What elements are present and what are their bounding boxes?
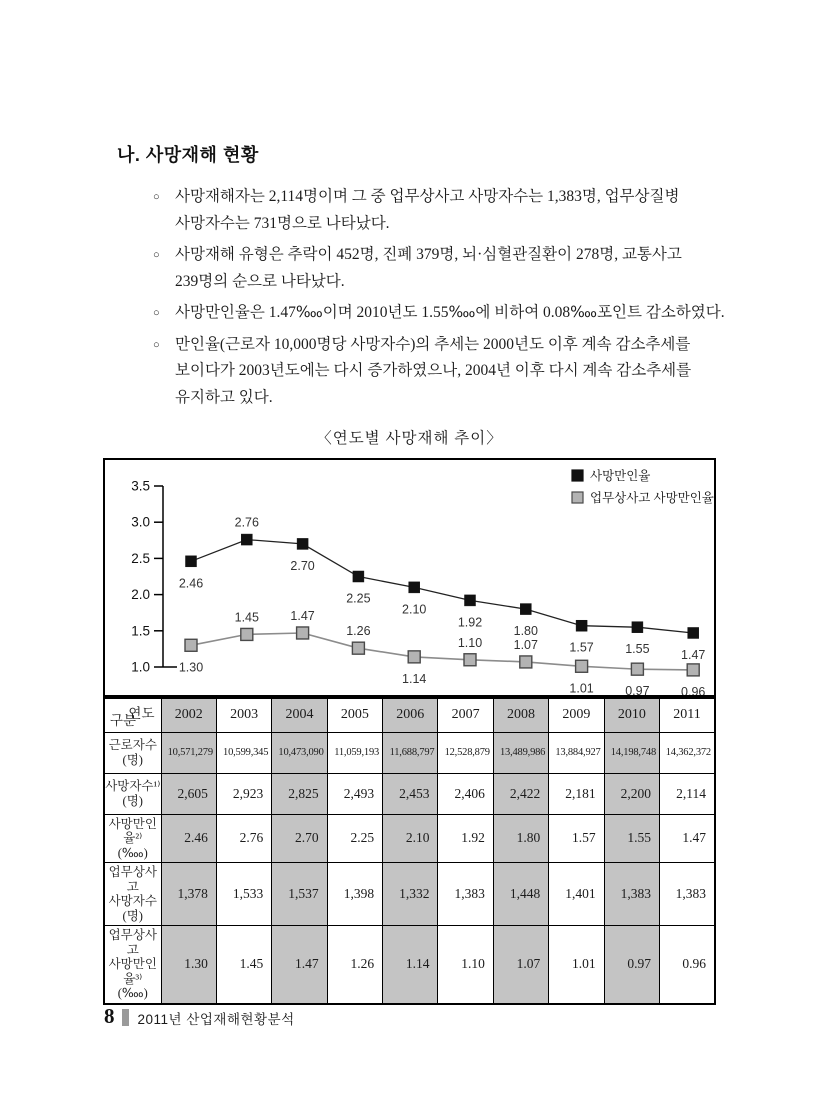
value-cell: 1,398	[327, 863, 382, 926]
row-header-cell	[104, 732, 161, 773]
year-cell: 2009	[549, 698, 604, 732]
point-label: 1.01	[569, 681, 594, 695]
value-cell: 10,473,090	[272, 732, 327, 773]
value-cell: 2.70	[272, 814, 327, 863]
value-cell: 1,332	[383, 863, 438, 926]
chart-title: 〈연도별 사망재해 추이〉	[316, 430, 503, 447]
value-cell: 2,114	[660, 773, 715, 814]
value-cell: 1.30	[161, 926, 216, 1004]
value-cell: 14,362,372	[660, 732, 715, 773]
bullet-item	[151, 300, 729, 327]
table-header-row	[104, 698, 715, 732]
y-tick-label: 1.5	[131, 623, 150, 639]
value-cell: 1,383	[604, 863, 659, 926]
bullet-line: 만인율(근로자 10,000명당 사망자수)의 추세는 2000년도 이후 계속 감소추세를	[175, 335, 691, 353]
section-heading: 나. 사망재해 현황	[117, 145, 259, 165]
black-square-marker	[520, 604, 531, 615]
point-label: 1.80	[513, 624, 538, 639]
year-cell: 2005	[327, 698, 382, 732]
bullet-item	[151, 184, 729, 237]
value-cell: 2,422	[493, 773, 548, 814]
bullet-line: 사망재해자는 2,114명이며 그 중 업무상사고 사망자수는 1,383명, 업무상질병	[175, 188, 680, 205]
value-cell: 1.55	[604, 814, 659, 863]
point-label: 1.26	[346, 624, 371, 639]
row-header-line: 사망만인율²⁾	[108, 816, 157, 845]
gray-square-marker	[520, 656, 532, 668]
row-header-line: 사망만인율³⁾	[108, 957, 157, 986]
value-cell: 12,528,879	[438, 732, 493, 773]
point-label: 1.57	[569, 640, 594, 655]
table-container	[103, 697, 716, 1005]
value-cell: 1.47	[660, 814, 715, 863]
point-label: 2.76	[234, 515, 259, 530]
gray-square-marker	[576, 660, 588, 672]
value-cell: 1,383	[660, 863, 715, 926]
year-cell: 2011	[660, 698, 715, 732]
year-cell: 2008	[493, 698, 548, 732]
point-label: 1.14	[402, 671, 427, 686]
footer-text: 2011년 산업재해현황분석	[137, 1011, 295, 1027]
value-cell: 13,489,986	[493, 732, 548, 773]
row-header-line: 업무상사고	[108, 928, 157, 957]
value-cell: 1.92	[438, 814, 493, 863]
value-cell: 1.80	[493, 814, 548, 863]
footer-bar-icon	[122, 1009, 129, 1026]
gray-square-marker	[297, 627, 309, 639]
bullet-line: 보이다가 2003년도에는 다시 증가하였으나, 2004년 이후 다시 계속 감소추세를	[175, 362, 692, 379]
row-header-line: (명)	[122, 793, 143, 808]
black-square-marker	[576, 620, 587, 631]
value-cell: 2,406	[438, 773, 493, 814]
bullet-item	[151, 242, 729, 295]
value-cell: 1.57	[549, 814, 604, 863]
point-label: 1.45	[234, 610, 259, 625]
value-cell: 11,059,193	[327, 732, 382, 773]
point-label: 1.07	[513, 637, 538, 652]
year-cell: 2010	[604, 698, 659, 732]
black-square-marker	[409, 582, 420, 593]
corner-label-category: 구분	[110, 712, 137, 728]
point-label: 1.47	[290, 608, 315, 623]
bullet-line: 유지하고 있다.	[175, 388, 273, 406]
point-label: 1.30	[178, 660, 204, 675]
legend-black-square-icon	[572, 470, 583, 481]
row-header-line: (‱)	[117, 845, 148, 860]
black-square-marker	[632, 622, 643, 633]
row-header-line: 근로자수(명)	[108, 738, 157, 767]
y-tick-label: 2.0	[131, 587, 150, 603]
value-cell: 2.46	[161, 814, 216, 863]
value-cell: 1.14	[383, 926, 438, 1004]
bullet-line: 239명의 순으로 나타났다.	[175, 272, 345, 290]
corner-label-year: 연도	[128, 706, 155, 721]
table-row	[104, 732, 715, 773]
series-line	[191, 540, 693, 633]
value-cell: 11,688,797	[383, 732, 438, 773]
bullet-line: 사망재해 유형은 추락이 452명, 진폐 379명, 뇌·심혈관질환이 278명, 교통사고	[175, 246, 682, 263]
value-cell: 1.01	[549, 926, 604, 1004]
trend-chart	[105, 460, 714, 695]
value-cell: 2.10	[383, 814, 438, 863]
bullet-marker-icon: ○	[153, 307, 160, 319]
chart-container	[103, 458, 716, 697]
year-cell: 2003	[216, 698, 271, 732]
point-label: 2.70	[290, 558, 315, 573]
page-number: 8	[104, 1004, 115, 1028]
legend-label: 업무상사고 사망만인율	[590, 491, 714, 505]
value-cell: 2,200	[604, 773, 659, 814]
bullet-marker-icon: ○	[153, 191, 160, 203]
bullet-list	[151, 184, 729, 416]
y-tick-label: 1.0	[131, 659, 150, 675]
point-label: 2.46	[178, 576, 204, 591]
value-cell: 2,923	[216, 773, 271, 814]
gray-square-marker	[631, 663, 643, 675]
value-cell: 2.76	[216, 814, 271, 863]
page-footer	[104, 1004, 295, 1029]
gray-square-marker	[241, 628, 253, 640]
value-cell: 10,571,279	[161, 732, 216, 773]
table-row	[104, 863, 715, 926]
value-cell: 1,378	[161, 863, 216, 926]
bullet-item	[151, 332, 729, 412]
black-square-marker	[465, 595, 476, 606]
row-header-cell	[104, 814, 161, 863]
row-header-line: 업무상사고	[108, 865, 157, 894]
black-square-marker	[241, 534, 252, 545]
year-cell: 2004	[272, 698, 327, 732]
value-cell: 1.26	[327, 926, 382, 1004]
point-label: 1.92	[457, 615, 483, 630]
gray-square-marker	[408, 651, 420, 663]
row-header-cell	[104, 863, 161, 926]
legend-label: 사망만인율	[590, 469, 651, 483]
value-cell: 0.96	[660, 926, 715, 1004]
row-header-cell	[104, 926, 161, 1004]
point-label: 1.55	[625, 642, 650, 657]
point-label: 2.10	[402, 602, 427, 617]
legend-gray-square-icon	[572, 492, 583, 503]
gray-square-marker	[352, 642, 364, 654]
value-cell: 1,383	[438, 863, 493, 926]
gray-square-marker	[464, 654, 476, 666]
value-cell: 1.10	[438, 926, 493, 1004]
year-cell: 2002	[161, 698, 216, 732]
black-square-marker	[353, 571, 364, 582]
value-cell: 2.25	[327, 814, 382, 863]
table-row	[104, 926, 715, 1004]
value-cell: 14,198,748	[604, 732, 659, 773]
value-cell: 1,533	[216, 863, 271, 926]
series-line	[191, 633, 693, 670]
bullet-marker-icon: ○	[153, 249, 160, 261]
value-cell: 2,453	[383, 773, 438, 814]
y-tick-label: 2.5	[131, 550, 150, 566]
row-header-line: 사망자수¹⁾	[105, 779, 161, 793]
black-square-marker	[297, 538, 308, 549]
value-cell: 2,605	[161, 773, 216, 814]
year-cell: 2006	[383, 698, 438, 732]
value-cell: 1,448	[493, 863, 548, 926]
y-tick-label: 3.0	[131, 514, 150, 530]
row-header-line: 사망자수(명)	[108, 894, 157, 923]
gray-square-marker	[185, 639, 197, 651]
row-header-cell	[104, 773, 161, 814]
value-cell: 0.97	[604, 926, 659, 1004]
data-table	[103, 697, 716, 1005]
value-cell: 1,401	[549, 863, 604, 926]
table-row	[104, 773, 715, 814]
bullet-line: 사망만인율은 1.47‱이며 2010년도 1.55‱에 비하여 0.08‱포인트 감소하였다.	[175, 304, 725, 321]
point-label: 0.96	[681, 684, 706, 695]
corner-cell	[104, 698, 161, 732]
table-row	[104, 814, 715, 863]
value-cell: 2,181	[549, 773, 604, 814]
gray-square-marker	[687, 664, 699, 676]
year-cell: 2007	[438, 698, 493, 732]
value-cell: 13,884,927	[549, 732, 604, 773]
value-cell: 1.07	[493, 926, 548, 1004]
value-cell: 10,599,345	[216, 732, 271, 773]
black-square-marker	[186, 556, 197, 567]
value-cell: 2,493	[327, 773, 382, 814]
black-square-marker	[688, 627, 699, 638]
point-label: 1.47	[681, 647, 706, 662]
value-cell: 1,537	[272, 863, 327, 926]
y-tick-label: 3.5	[131, 478, 150, 494]
value-cell: 1.45	[216, 926, 271, 1004]
value-cell: 2,825	[272, 773, 327, 814]
bullet-line: 사망자수는 731명으로 나타났다.	[175, 214, 390, 232]
point-label: 2.25	[346, 591, 371, 606]
point-label: 0.97	[625, 684, 650, 695]
row-header-line: (‱)	[117, 986, 148, 1000]
bullet-marker-icon: ○	[153, 338, 160, 351]
value-cell: 1.47	[272, 926, 327, 1004]
point-label: 1.10	[457, 635, 483, 650]
